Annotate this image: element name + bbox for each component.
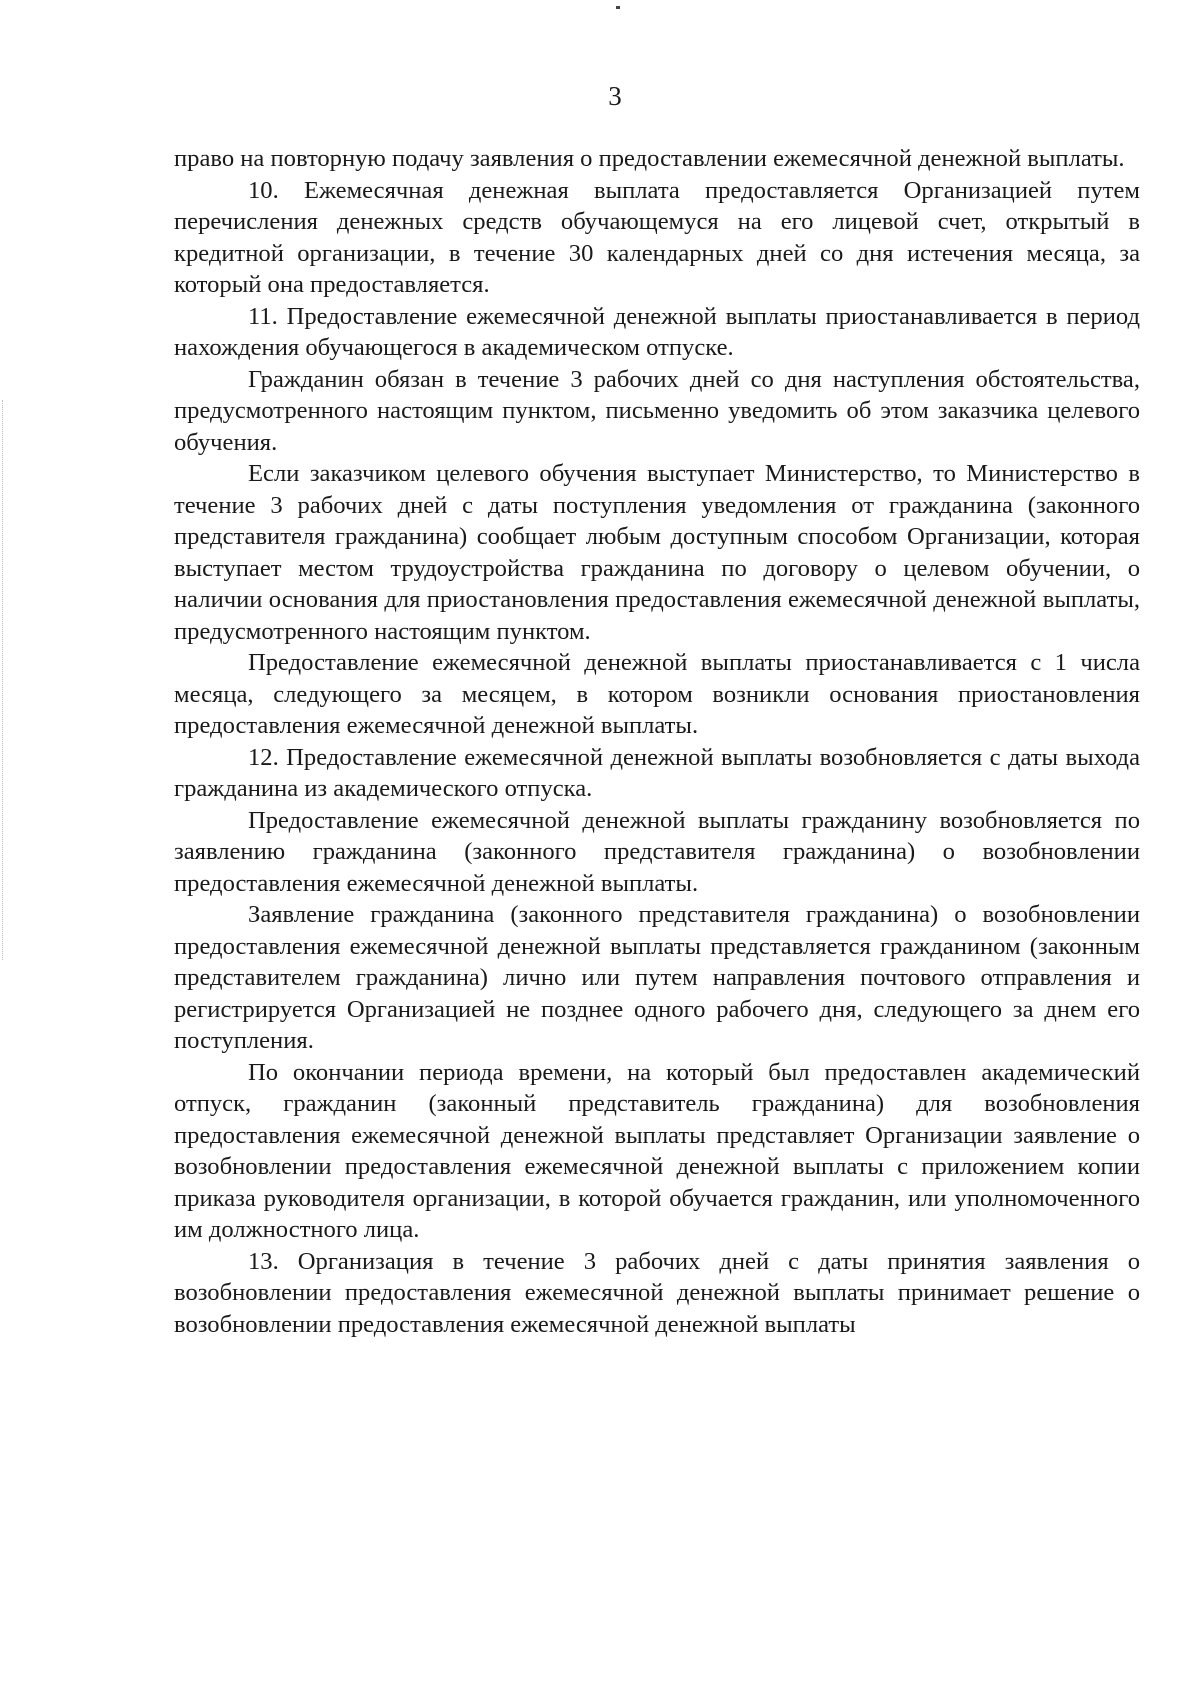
paragraph-item-11: 11. Предоставление ежемесячной денежной выплаты приостанавливается в период нахождения обучающегося в академическом отпуске. [174, 302, 1140, 361]
paragraph-continuation: право на повторную подачу заявления о предоставлении ежемесячной денежной выплаты. [174, 145, 1125, 172]
paragraph-item-12: 12. Предоставление ежемесячной денежной выплаты возобновляется с даты выхода гражданина из академического отпуска. [174, 743, 1140, 802]
page-number: 3 [608, 81, 622, 111]
paragraph-leave-end: По окончании периода времени, на который был предоставлен академический отпуск, гражданин (законный представитель гражданина) для возобновления предоставления ежемесячной денежной выплаты представляет Организации заявление о возобновлении предоставления ежемесячной денежной выплаты с приложением копии приказа руководителя организации, в которой обучается гражданин, или уполномоченного им должностного лица. [174, 1058, 1140, 1243]
paragraph-item-13: 13. Организация в течение 3 рабочих дней с даты принятия заявления о возобновлении предоставления ежемесячной денежной выплаты принимает решение о возобновлении предоставления ежемесячной денежной выплаты [174, 1247, 1140, 1338]
paragraph-resumption-application: Предоставление ежемесячной денежной выплаты гражданину возобновляется по заявлению гражданина (законного представителя гражданина) о возобновлении предоставления ежемесячной денежной выплаты. [174, 806, 1140, 897]
paragraph-ministry-notice: Если заказчиком целевого обучения выступает Министерство, то Министерство в течение 3 рабочих дней с даты поступления уведомления от гражданина (законного представителя гражданина) сообщает любым доступным способом Организации, которая выступает местом трудоустройства гражданина по договору о целевом обучении, о наличии основания для приостановления предоставления ежемесячной денежной выплаты, предусмотренного настоящим пунктом. [174, 460, 1140, 645]
scan-artifact-mark [616, 6, 620, 9]
paragraph-item-10: 10. Ежемесячная денежная выплата предоставляется Организацией путем перечисления денежных средств обучающемуся на его лицевой счет, открытый в кредитной организации, в течение 30 календарных дней со дня истечения месяца, за который она предоставляется. [174, 176, 1140, 298]
document-body [174, 143, 1140, 1340]
paragraph-suspension-start: Предоставление ежемесячной денежной выплаты приостанавливается с 1 числа месяца, следующего за месяцем, в котором возникли основания приостановления предоставления ежемесячной денежной выплаты. [174, 649, 1140, 739]
paragraph-notification-duty: Гражданин обязан в течение 3 рабочих дней со дня наступления обстоятельства, предусмотренного настоящим пунктом, письменно уведомить об этом заказчика целевого обучения. [174, 365, 1140, 456]
scan-edge-artifact [2, 400, 4, 960]
paragraph-application-submission: Заявление гражданина (законного представителя гражданина) о возобновлении предоставления ежемесячной денежной выплаты представляется гражданином (законным представителем гражданина) лично или путем направления почтового отправления и регистрируется Организацией не позднее одного рабочего дня, следующего за днем его поступления. [174, 901, 1140, 1054]
